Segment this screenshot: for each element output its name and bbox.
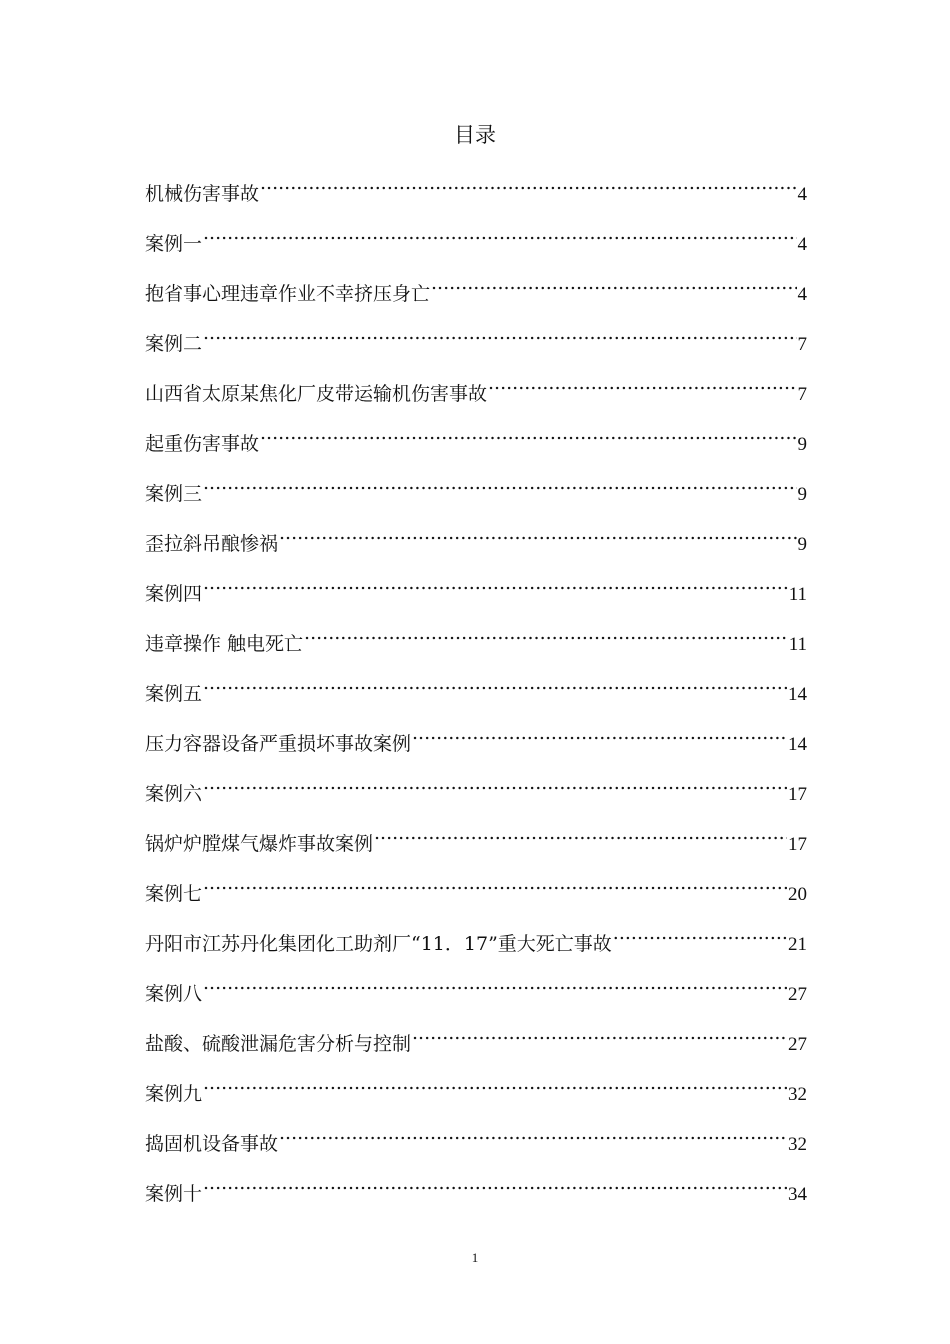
- toc-entry[interactable]: [145, 472, 807, 522]
- toc-title: 目录: [454, 123, 496, 147]
- toc-entry[interactable]: [145, 722, 807, 772]
- toc-entry-page: 7: [797, 334, 807, 355]
- toc-list: [145, 172, 807, 1222]
- toc-dot-leader: [260, 172, 796, 200]
- toc-entry[interactable]: [145, 322, 807, 372]
- toc-entry-page: 21: [788, 934, 807, 955]
- toc-entry-page: 11: [788, 584, 807, 605]
- toc-entry-label: 案例四: [145, 583, 203, 605]
- toc-dot-leader: [431, 272, 796, 300]
- toc-entry-label: 歪拉斜吊酿惨祸: [145, 533, 279, 555]
- toc-entry-page: 34: [788, 1184, 807, 1205]
- toc-dot-leader: [374, 822, 787, 850]
- toc-entry-label: 案例五: [145, 683, 203, 705]
- toc-entry-label: 违章操作 触电死亡: [145, 633, 304, 655]
- toc-entry[interactable]: [145, 422, 807, 472]
- toc-entry[interactable]: [145, 172, 807, 222]
- toc-entry-page: 7: [797, 384, 807, 405]
- toc-entry-label: 捣固机设备事故: [145, 1133, 279, 1155]
- toc-dot-leader: [203, 322, 796, 350]
- toc-dot-leader: [203, 872, 787, 900]
- toc-entry-label: 丹阳市江苏丹化集团化工助剂厂“11．17”重大死亡事故: [145, 933, 612, 955]
- toc-entry-label: 案例九: [145, 1083, 203, 1105]
- toc-entry[interactable]: [145, 872, 807, 922]
- toc-entry-label: 机械伤害事故: [145, 183, 260, 205]
- toc-entry-label: 盐酸、硫酸泄漏危害分析与控制: [145, 1033, 412, 1055]
- toc-dot-leader: [260, 422, 796, 450]
- toc-entry[interactable]: [145, 922, 807, 972]
- toc-dot-leader: [203, 572, 788, 600]
- toc-dot-leader: [203, 1072, 787, 1100]
- toc-entry[interactable]: [145, 222, 807, 272]
- toc-entry-label: 起重伤害事故: [145, 433, 260, 455]
- toc-entry[interactable]: [145, 1022, 807, 1072]
- toc-entry[interactable]: [145, 1072, 807, 1122]
- toc-dot-leader: [304, 622, 788, 650]
- toc-entry-label: 山西省太原某焦化厂皮带运输机伤害事故: [145, 383, 488, 405]
- toc-entry-page: 14: [788, 684, 807, 705]
- toc-entry-page: 32: [788, 1084, 807, 1105]
- toc-entry[interactable]: [145, 622, 807, 672]
- toc-entry[interactable]: [145, 1172, 807, 1222]
- toc-entry-label: 案例七: [145, 883, 203, 905]
- toc-entry-page: 27: [788, 984, 807, 1005]
- toc-dot-leader: [613, 922, 787, 950]
- toc-entry-page: 14: [788, 734, 807, 755]
- toc-entry-label: 案例六: [145, 783, 203, 805]
- toc-entry-page: 32: [788, 1134, 807, 1155]
- toc-dot-leader: [203, 1172, 787, 1200]
- toc-entry-page: 17: [788, 834, 807, 855]
- toc-entry[interactable]: [145, 672, 807, 722]
- toc-dot-leader: [412, 722, 787, 750]
- toc-entry[interactable]: [145, 372, 807, 422]
- toc-entry-label: 抱省事心理违章作业不幸挤压身亡: [145, 283, 431, 305]
- toc-dot-leader: [412, 1022, 787, 1050]
- toc-entry-label: 锅炉炉膛煤气爆炸事故案例: [145, 833, 374, 855]
- toc-entry-page: 9: [797, 534, 807, 555]
- toc-entry[interactable]: [145, 1122, 807, 1172]
- toc-entry-label: 案例八: [145, 983, 203, 1005]
- page-number: 1: [471, 1250, 479, 1265]
- toc-dot-leader: [203, 772, 787, 800]
- toc-entry-label: 案例三: [145, 483, 203, 505]
- toc-dot-leader: [488, 372, 796, 400]
- toc-entry-page: 17: [788, 784, 807, 805]
- toc-entry-page: 4: [797, 284, 807, 305]
- toc-dot-leader: [203, 972, 787, 1000]
- toc-entry[interactable]: [145, 522, 807, 572]
- toc-entry-page: 4: [797, 184, 807, 205]
- toc-dot-leader: [279, 522, 796, 550]
- toc-entry-page: 11: [788, 634, 807, 655]
- toc-entry-label: 压力容器设备严重损坏事故案例: [145, 733, 412, 755]
- toc-entry-page: 9: [797, 484, 807, 505]
- toc-dot-leader: [279, 1122, 787, 1150]
- toc-entry[interactable]: [145, 822, 807, 872]
- toc-entry-page: 27: [788, 1034, 807, 1055]
- toc-dot-leader: [203, 672, 787, 700]
- toc-entry[interactable]: [145, 972, 807, 1022]
- toc-entry[interactable]: [145, 772, 807, 822]
- toc-entry-label: 案例二: [145, 333, 203, 355]
- toc-entry-page: 20: [788, 884, 807, 905]
- toc-entry[interactable]: [145, 272, 807, 322]
- toc-entry[interactable]: [145, 572, 807, 622]
- toc-dot-leader: [203, 222, 796, 250]
- toc-entry-page: 9: [797, 434, 807, 455]
- toc-entry-page: 4: [797, 234, 807, 255]
- toc-entry-label: 案例一: [145, 233, 203, 255]
- toc-dot-leader: [203, 472, 796, 500]
- toc-entry-label: 案例十: [145, 1183, 203, 1205]
